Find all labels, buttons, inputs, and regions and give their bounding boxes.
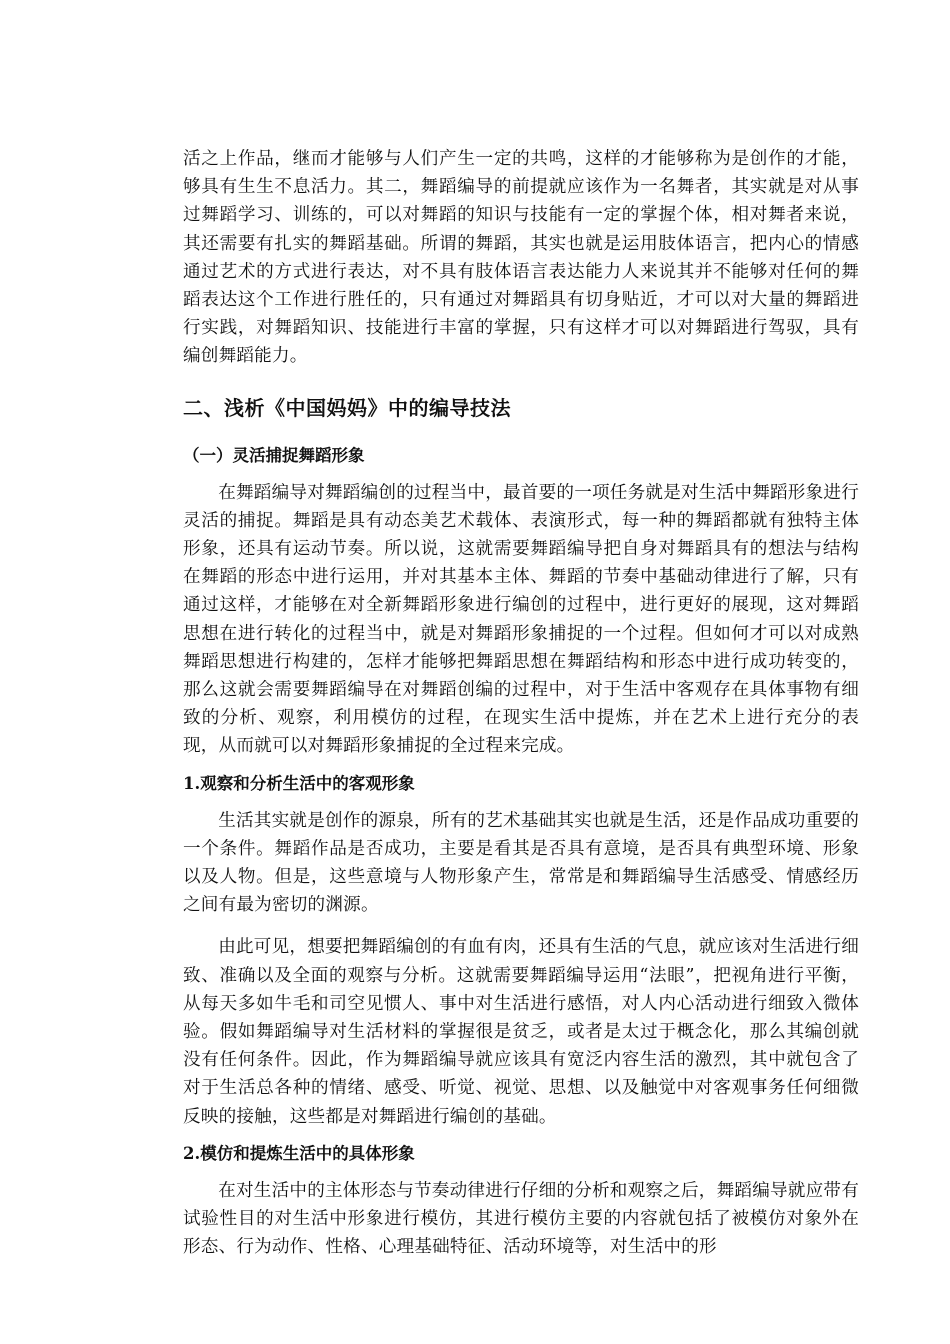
paragraph-source: 生活其实就是创作的源泉，所有的艺术基础其实也就是生活，还是作品成功重要的一个条件。舞蹈作品是否成功，主要是看其是否具有意境，是否具有典型环境、形象以及人物。但是，这些意境与人物形象产生，常常是和舞蹈编导生活感受、情感经历之间有最为密切的渊源。: [183, 810, 859, 916]
section-heading: 二、浅析《中国妈妈》中的编导技法: [183, 395, 511, 420]
paragraph-capture: 在舞蹈编导对舞蹈编创的过程当中，最首要的一项任务就是对生活中舞蹈形象进行灵活的捕捉。舞蹈是具有动态美艺术载体、表演形式，每一种的舞蹈都就有独特主体形象，还具有运动节奏。所以说，这就需要舞蹈编导把自身对舞蹈具有的想法与结构在舞蹈的形态中进行运用，并对其基本主体、舞蹈的节奏中基础动律进行了解，只有通过这样，才能够在对全新舞蹈形象进行编创的过程中，进行更好的展现，这对舞蹈思想在进行转化的过程当中，就是对舞蹈形象捕捉的一个过程。但如何才可以对成熟舞蹈思想进行构建的，怎样才能够把舞蹈思想在舞蹈结构和形态中进行成功转变的，那么这就会需要舞蹈编导在对舞蹈创编的过程中，对于生活中客观存在具体事物有细致的分析、观察，利用模仿的过程，在现实生活中提炼，并在艺术上进行充分的表现，从而就可以对舞蹈形象捕捉的全过程来完成。: [183, 482, 859, 757]
paragraph-intro: 活之上作品，继而才能够与人们产生一定的共鸣，这样的才能够称为是创作的才能，够具有生生不息活力。其二，舞蹈编导的前提就应该作为一名舞者，其实就是对从事过舞蹈学习、训练的，可以对舞蹈的知识与技能有一定的掌握个体，相对舞者来说，其还需要有扎实的舞蹈基础。所谓的舞蹈，其实也就是运用肢体语言，把内心的情感通过艺术的方式进行表达，对不具有肢体语言表达能力人来说其并不能够对任何的舞蹈表达这个工作进行胜任的，只有通过对舞蹈具有切身贴近，才可以对大量的舞蹈进行实践，对舞蹈知识、技能进行丰富的掌握，只有这样才可以对舞蹈进行驾驭，具有编创舞蹈能力。: [183, 149, 859, 367]
item-1-heading: 1.观察和分析生活中的客观形象: [183, 773, 415, 793]
item-2-heading: 2.模仿和提炼生活中的具体形象: [183, 1143, 415, 1163]
paragraph-imitate: 在对生活中的主体形态与节奏动律进行仔细的分析和观察之后，舞蹈编导就应带有试验性目的对生活中形象进行模仿，其进行模仿主要的内容就包括了被模仿对象外在形态、行为动作、性格、心理基础特征、活动环境等，对生活中的形: [183, 1180, 859, 1258]
subsection-heading: （一）灵活捕捉舞蹈形象: [183, 445, 365, 465]
paragraph-observe: 由此可见，想要把舞蹈编创的有血有肉，还具有生活的气息，就应该对生活进行细致、准确以及全面的观察与分析。这就需要舞蹈编导运用“法眼”，把视角进行平衡，从每天多如牛毛和司空见惯人、事中对生活进行感悟，对人内心活动进行细致入微体验。假如舞蹈编导对生活材料的掌握很是贫乏，或者是太过于概念化，那么其编创就没有任何条件。因此，作为舞蹈编导就应该具有宽泛内容生活的激烈，其中就包含了对于生活总各种的情绪、感受、听觉、视觉、思想、以及触觉中对客观事务任何细微反映的接触，这些都是对舞蹈进行编创的基础。: [183, 937, 859, 1127]
document-page: [183, 145, 859, 1262]
